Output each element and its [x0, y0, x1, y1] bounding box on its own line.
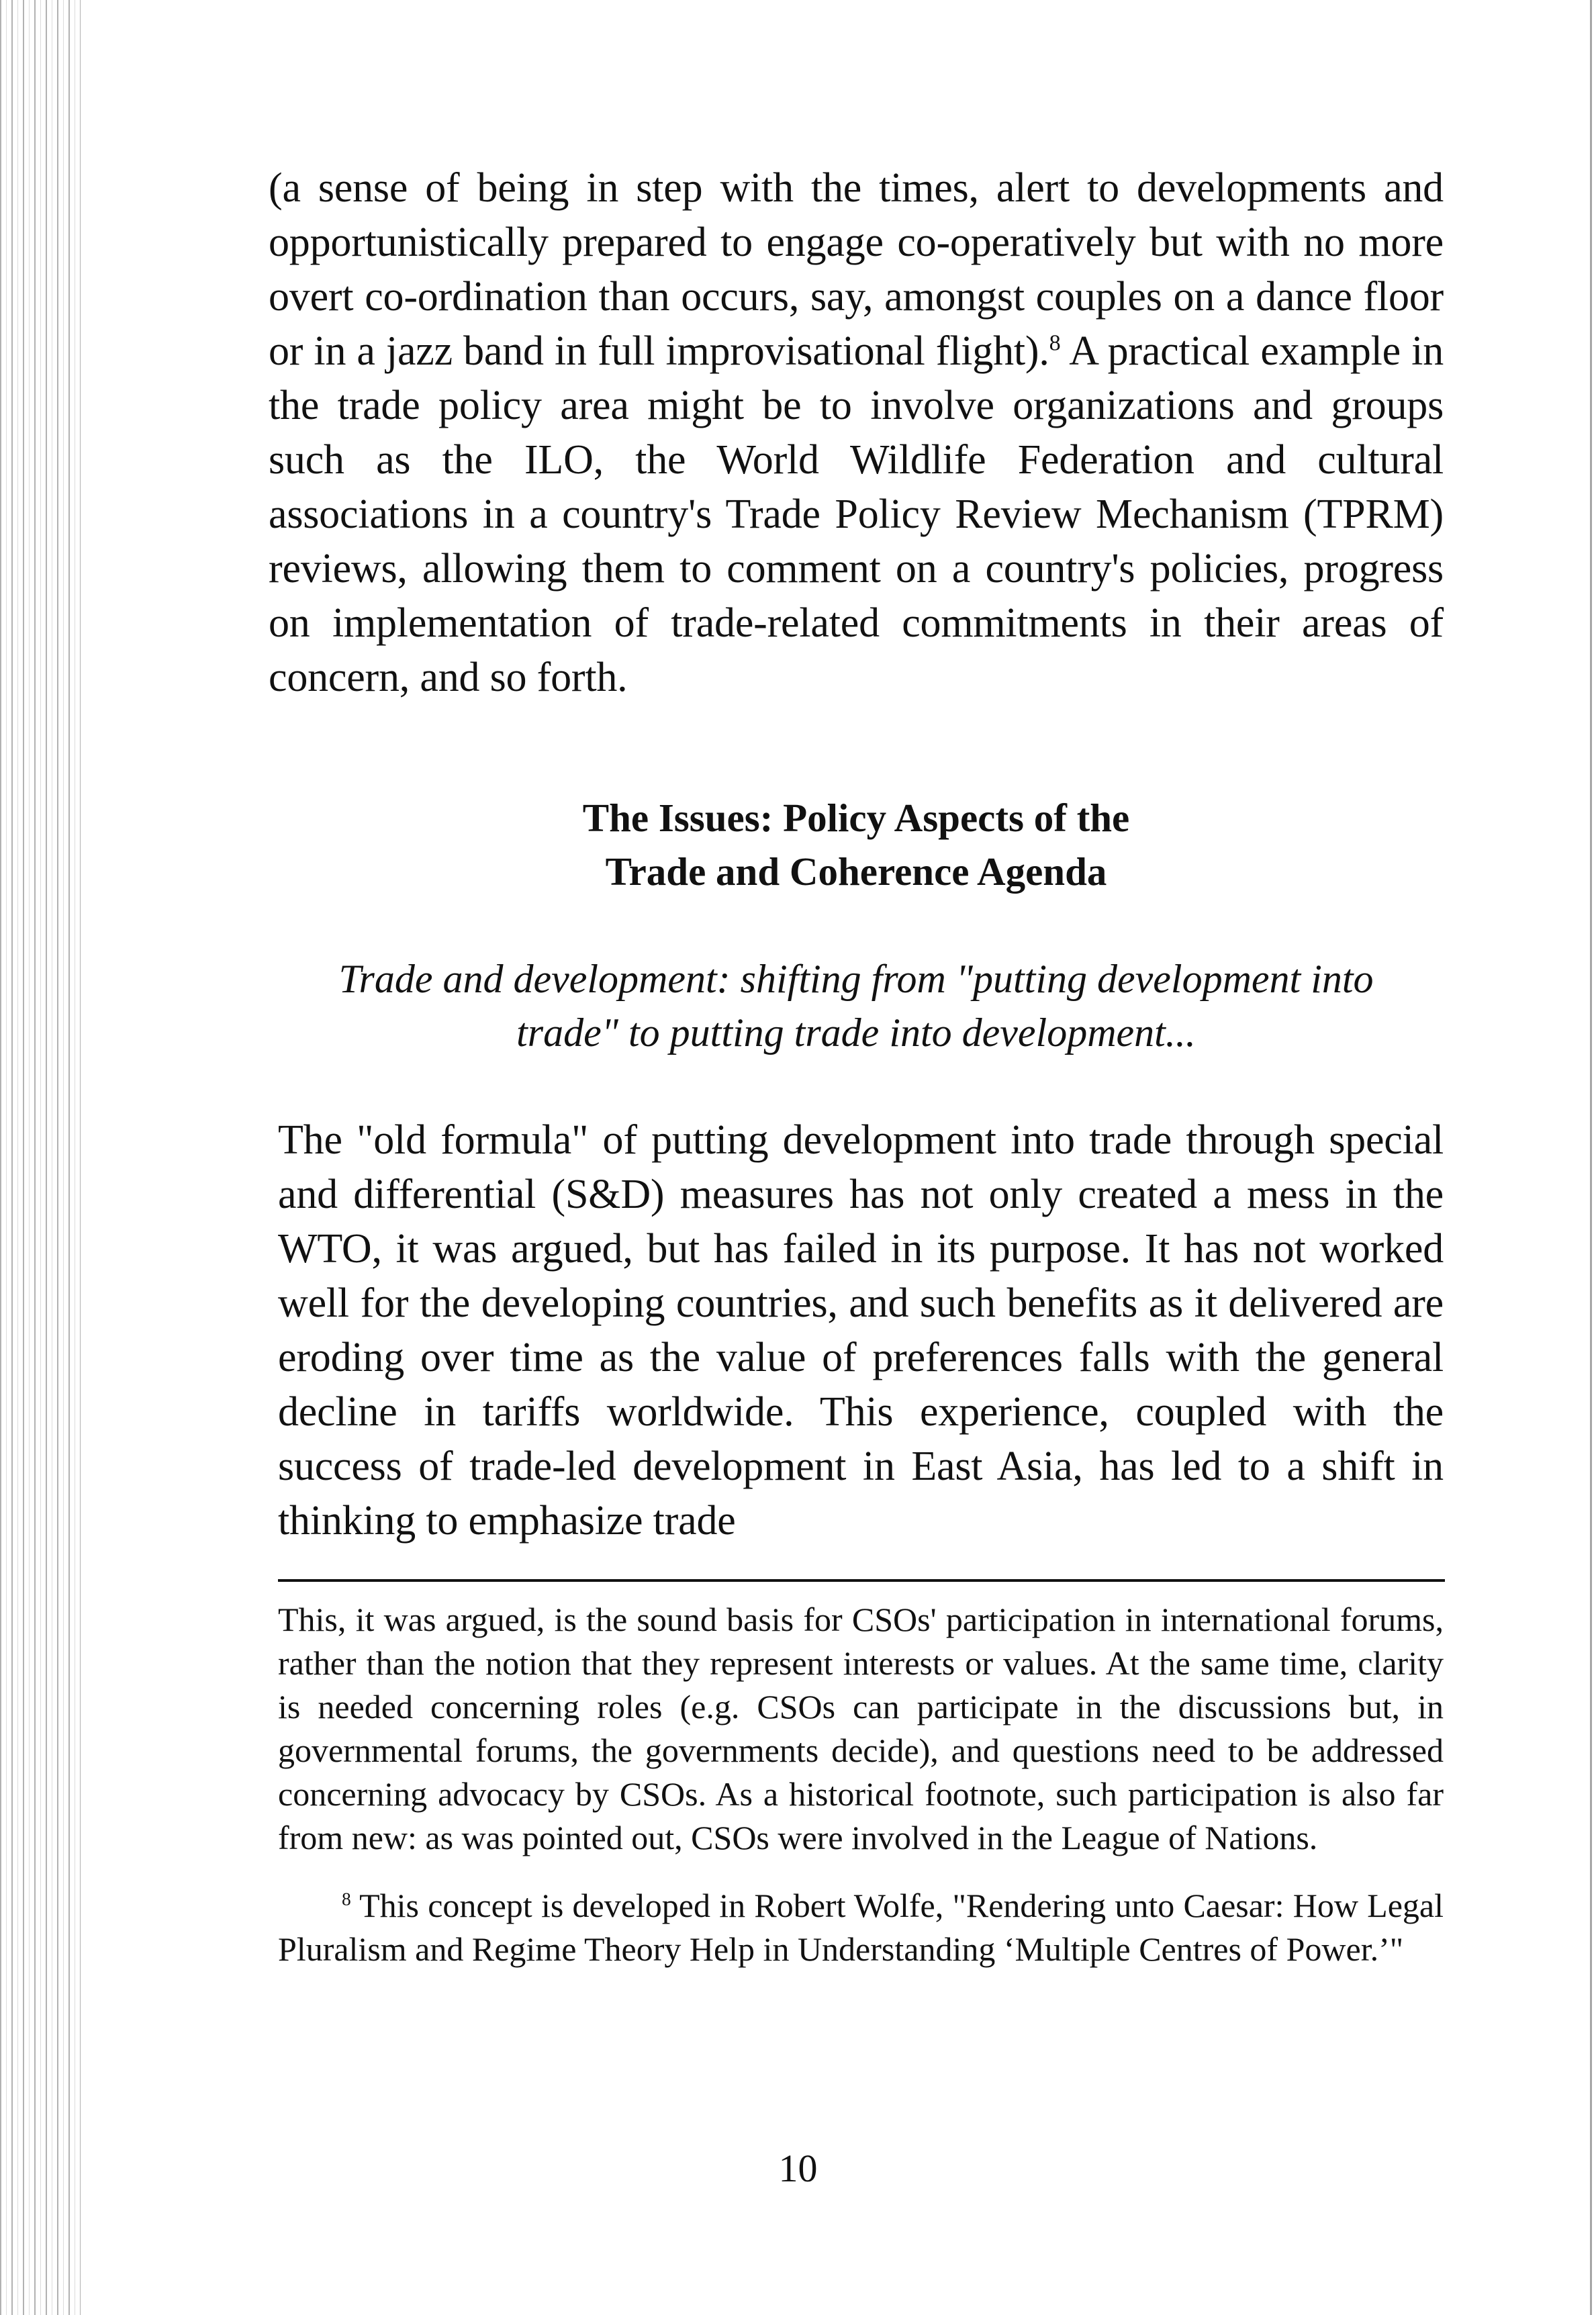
section-heading	[269, 791, 1444, 898]
page-number: 10	[778, 2146, 818, 2190]
footnote-reference-8: 8	[1049, 330, 1061, 356]
opening-paragraph-continuation: A practical example in the trade policy area might be to involve organizations and groups such as the ILO, the World Wildlife Federation and cultural associations in a country's Trade Policy Review Mechanism (TPRM) reviews, allowing them to comment on a country's policies, progress on implementation of trade-related commitments in their areas of concern, and so forth.	[269, 328, 1444, 700]
document-page	[269, 161, 1444, 1971]
section-heading-line-2: Trade and Coherence Agenda	[605, 849, 1107, 894]
subsection-heading	[269, 952, 1444, 1059]
body-paragraph: The "old formula" of putting development into trade through special and differential (S&D) measures has not only created a mess in the WTO, it was argued, but has failed in its purpose. It has not worked well for the developing countries, and such benefits as it delivered are eroding over time as the value of preferences falls with the general decline in tariffs worldwide. This experience, coupled with the success of trade-led development in East Asia, has led to a shift in thinking to emphasize trade	[278, 1117, 1444, 1544]
opening-paragraph-text: (a sense of being in step with the times, alert to developments and opportunistically prepared to engage co-operatively but with no more overt co-ordination than occurs, say, amongst couples on a dance floor or in a jazz band in full improvisational flight).	[269, 165, 1444, 374]
subsection-heading-line-2: trade" to putting trade into development...	[516, 1010, 1196, 1055]
footnote-continued: This, it was argued, is the sound basis for CSOs' participation in international forums, rather than the notion that they represent interests or values. At the same time, clarity is needed concerning roles (e.g. CSOs can participate in the discussions but, in governmental forums, the governments decide), and questions need to be addressed concerning advocacy by CSOs. As a historical footnote, such participation is also far from new: as was pointed out, CSOs were involved in the League of Nations.	[278, 1601, 1444, 1856]
footnote-separator	[278, 1579, 1445, 1582]
scan-binding-edge	[0, 0, 81, 2315]
footnote-8-marker: 8	[342, 1888, 351, 1909]
footnote-8	[269, 1884, 1444, 1971]
subsection-heading-line-1: Trade and development: shifting from "putting development into	[338, 957, 1374, 1001]
section-heading-line-1: The Issues: Policy Aspects of the	[582, 796, 1130, 840]
scan-page-edge	[1590, 0, 1592, 2315]
opening-paragraph	[269, 161, 1444, 705]
footnote-8-text: This concept is developed in Robert Wolfe, "Rendering unto Caesar: How Legal Pluralism and Regime Theory Help in Understanding ‘Multiple Centres of Power.’"	[278, 1887, 1444, 1968]
